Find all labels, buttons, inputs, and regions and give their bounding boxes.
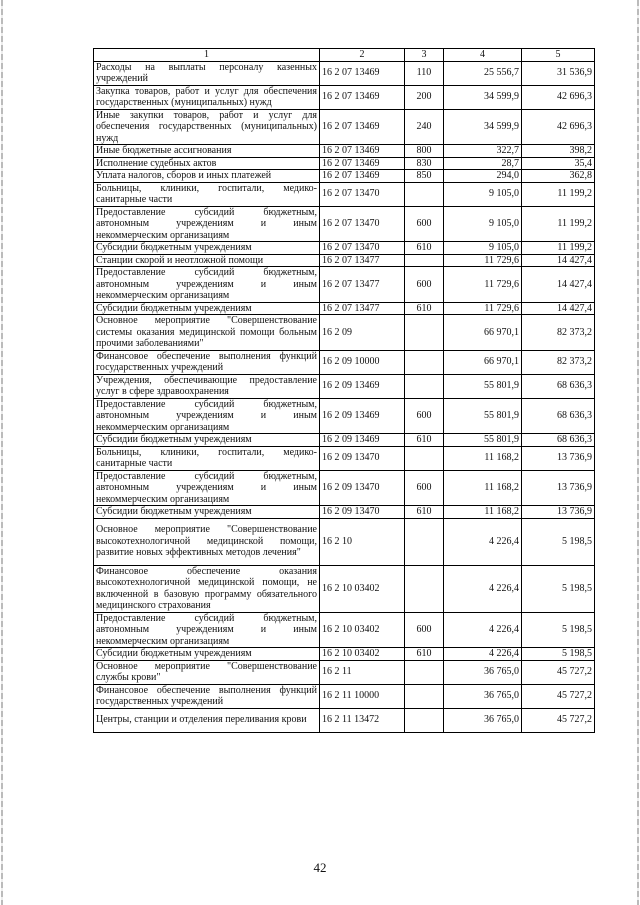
header-cell-code: 2: [320, 49, 405, 62]
row-value-1-cell: 11 729,6: [444, 254, 522, 267]
row-code-cell: 16 2 09 10000: [320, 350, 405, 374]
row-value-2-cell: 13 736,9: [522, 470, 595, 506]
row-value-1-cell: 28,7: [444, 157, 522, 170]
row-expense-type-cell: 610: [405, 648, 444, 661]
row-name-cell: Субсидии бюджетным учреждениям: [94, 506, 320, 519]
row-value-1-cell: 34 599,9: [444, 85, 522, 109]
row-expense-type-cell: 110: [405, 61, 444, 85]
row-code-cell: 16 2 09 13469: [320, 374, 405, 398]
row-name-cell: Основное мероприятие "Совершенствование высокотехнологичной медицинской помощи, развитие новых эффективных методов лечения": [94, 518, 320, 565]
table-row: [94, 242, 595, 255]
row-name-cell: Центры, станции и отделения переливания крови: [94, 708, 320, 732]
row-value-1-cell: 55 801,9: [444, 374, 522, 398]
row-value-2-cell: 42 696,3: [522, 109, 595, 145]
row-code-cell: 16 2 09 13469: [320, 398, 405, 434]
row-expense-type-cell: 610: [405, 434, 444, 447]
row-value-1-cell: 25 556,7: [444, 61, 522, 85]
row-value-1-cell: 11 168,2: [444, 506, 522, 519]
scan-edge-right: [637, 0, 639, 905]
row-code-cell: 16 2 07 13469: [320, 170, 405, 183]
row-value-2-cell: 5 198,5: [522, 565, 595, 612]
row-value-2-cell: 13 736,9: [522, 446, 595, 470]
row-code-cell: 16 2 07 13469: [320, 145, 405, 158]
table-row: [94, 182, 595, 206]
row-value-1-cell: 36 765,0: [444, 684, 522, 708]
row-value-1-cell: 66 970,1: [444, 350, 522, 374]
row-expense-type-cell: 830: [405, 157, 444, 170]
row-code-cell: 16 2 11 10000: [320, 684, 405, 708]
row-expense-type-cell: 240: [405, 109, 444, 145]
row-value-1-cell: 4 226,4: [444, 612, 522, 648]
table-row: [94, 612, 595, 648]
row-expense-type-cell: 200: [405, 85, 444, 109]
row-expense-type-cell: [405, 518, 444, 565]
row-value-1-cell: 11 168,2: [444, 446, 522, 470]
header-cell-value-1: 4: [444, 49, 522, 62]
table-row: [94, 85, 595, 109]
row-code-cell: 16 2 09 13470: [320, 506, 405, 519]
row-expense-type-cell: 600: [405, 267, 444, 303]
row-code-cell: 16 2 07 13470: [320, 242, 405, 255]
row-value-2-cell: 14 427,4: [522, 302, 595, 315]
row-value-1-cell: 11 729,6: [444, 302, 522, 315]
table-row: [94, 434, 595, 447]
row-name-cell: Исполнение судебных актов: [94, 157, 320, 170]
row-code-cell: 16 2 07 13469: [320, 85, 405, 109]
budget-table-body: [94, 49, 595, 733]
row-code-cell: 16 2 10 03402: [320, 648, 405, 661]
row-name-cell: Иные закупки товаров, работ и услуг для обеспечения государственных (муниципальных) нужд: [94, 109, 320, 145]
table-row: [94, 61, 595, 85]
row-name-cell: Субсидии бюджетным учреждениям: [94, 434, 320, 447]
page-number: 42: [313, 860, 327, 875]
row-name-cell: Основное мероприятие "Совершенствование системы оказания медицинской помощи больным прочими заболеваниями": [94, 315, 320, 351]
row-code-cell: 16 2 07 13477: [320, 302, 405, 315]
table-row: [94, 660, 595, 684]
row-expense-type-cell: [405, 684, 444, 708]
table-row: [94, 109, 595, 145]
row-value-1-cell: 66 970,1: [444, 315, 522, 351]
table-row: [94, 157, 595, 170]
row-expense-type-cell: [405, 446, 444, 470]
table-row: [94, 684, 595, 708]
row-code-cell: 16 2 09 13470: [320, 446, 405, 470]
row-value-2-cell: 68 636,3: [522, 374, 595, 398]
header-row: [94, 49, 595, 62]
row-code-cell: 16 2 07 13477: [320, 254, 405, 267]
row-expense-type-cell: [405, 254, 444, 267]
row-expense-type-cell: [405, 350, 444, 374]
row-code-cell: 16 2 07 13470: [320, 182, 405, 206]
row-code-cell: 16 2 07 13469: [320, 109, 405, 145]
table-row: [94, 470, 595, 506]
row-expense-type-cell: 600: [405, 470, 444, 506]
row-value-1-cell: 9 105,0: [444, 182, 522, 206]
row-value-2-cell: 82 373,2: [522, 350, 595, 374]
row-value-2-cell: 14 427,4: [522, 254, 595, 267]
row-expense-type-cell: [405, 182, 444, 206]
row-code-cell: 16 2 11: [320, 660, 405, 684]
row-code-cell: 16 2 11 13472: [320, 708, 405, 732]
row-value-2-cell: 11 199,2: [522, 206, 595, 242]
row-value-1-cell: 294,0: [444, 170, 522, 183]
row-expense-type-cell: [405, 660, 444, 684]
row-name-cell: Предоставление субсидий бюджетным, автономным учреждениям и иным некоммерческим организациям: [94, 267, 320, 303]
row-name-cell: Финансовое обеспечение оказания высокотехнологичной медицинской помощи, не включенной в базовую программу обязательного медицинского страхования: [94, 565, 320, 612]
row-value-2-cell: 14 427,4: [522, 267, 595, 303]
row-name-cell: Финансовое обеспечение выполнения функций государственных учреждений: [94, 684, 320, 708]
row-name-cell: Больницы, клиники, госпитали, медико-санитарные части: [94, 446, 320, 470]
table-row: [94, 350, 595, 374]
table-row: [94, 374, 595, 398]
row-value-2-cell: 45 727,2: [522, 660, 595, 684]
row-value-2-cell: 11 199,2: [522, 182, 595, 206]
row-name-cell: Предоставление субсидий бюджетным, автономным учреждениям и иным некоммерческим организациям: [94, 398, 320, 434]
row-expense-type-cell: 600: [405, 398, 444, 434]
row-expense-type-cell: 600: [405, 206, 444, 242]
row-value-1-cell: 36 765,0: [444, 708, 522, 732]
table-row: [94, 506, 595, 519]
row-value-1-cell: 36 765,0: [444, 660, 522, 684]
row-code-cell: 16 2 07 13469: [320, 61, 405, 85]
table-row: [94, 206, 595, 242]
row-expense-type-cell: 850: [405, 170, 444, 183]
row-value-2-cell: 68 636,3: [522, 434, 595, 447]
row-name-cell: Больницы, клиники, госпитали, медико-санитарные части: [94, 182, 320, 206]
row-name-cell: Предоставление субсидий бюджетным, автономным учреждениям и иным некоммерческим организациям: [94, 470, 320, 506]
row-name-cell: Субсидии бюджетным учреждениям: [94, 648, 320, 661]
row-value-2-cell: 82 373,2: [522, 315, 595, 351]
row-name-cell: Закупка товаров, работ и услуг для обеспечения государственных (муниципальных) нужд: [94, 85, 320, 109]
row-value-2-cell: 45 727,2: [522, 684, 595, 708]
table-row: [94, 145, 595, 158]
row-value-2-cell: 35,4: [522, 157, 595, 170]
row-value-2-cell: 5 198,5: [522, 612, 595, 648]
row-name-cell: Станции скорой и неотложной помощи: [94, 254, 320, 267]
table-row: [94, 170, 595, 183]
row-value-1-cell: 322,7: [444, 145, 522, 158]
row-code-cell: 16 2 09: [320, 315, 405, 351]
table-row: [94, 398, 595, 434]
row-expense-type-cell: 610: [405, 242, 444, 255]
row-expense-type-cell: [405, 374, 444, 398]
row-name-cell: Субсидии бюджетным учреждениям: [94, 302, 320, 315]
row-name-cell: Учреждения, обеспечивающие предоставление услуг в сфере здравоохранения: [94, 374, 320, 398]
row-code-cell: 16 2 10 03402: [320, 565, 405, 612]
row-expense-type-cell: [405, 708, 444, 732]
row-value-2-cell: 11 199,2: [522, 242, 595, 255]
row-value-1-cell: 55 801,9: [444, 434, 522, 447]
budget-table: [93, 48, 595, 733]
row-name-cell: Расходы на выплаты персоналу казенных учреждений: [94, 61, 320, 85]
table-row: [94, 708, 595, 732]
row-value-2-cell: 45 727,2: [522, 708, 595, 732]
row-value-2-cell: 68 636,3: [522, 398, 595, 434]
row-value-1-cell: 11 168,2: [444, 470, 522, 506]
row-name-cell: Предоставление субсидий бюджетным, автономным учреждениям и иным некоммерческим организациям: [94, 612, 320, 648]
row-code-cell: 16 2 07 13477: [320, 267, 405, 303]
table-row: [94, 446, 595, 470]
row-value-1-cell: 11 729,6: [444, 267, 522, 303]
header-cell-value-2: 5: [522, 49, 595, 62]
row-code-cell: 16 2 09 13470: [320, 470, 405, 506]
table-row: [94, 518, 595, 565]
table-row: [94, 565, 595, 612]
row-name-cell: Субсидии бюджетным учреждениям: [94, 242, 320, 255]
row-expense-type-cell: [405, 315, 444, 351]
scan-edge-left: [1, 0, 3, 905]
table-row: [94, 267, 595, 303]
row-code-cell: 16 2 10 03402: [320, 612, 405, 648]
row-value-2-cell: 13 736,9: [522, 506, 595, 519]
row-value-1-cell: 34 599,9: [444, 109, 522, 145]
row-value-2-cell: 5 198,5: [522, 518, 595, 565]
row-name-cell: Предоставление субсидий бюджетным, автономным учреждениям и иным некоммерческим организациям: [94, 206, 320, 242]
row-value-1-cell: 4 226,4: [444, 565, 522, 612]
row-value-1-cell: 4 226,4: [444, 518, 522, 565]
row-expense-type-cell: [405, 565, 444, 612]
header-cell-vr: 3: [405, 49, 444, 62]
row-expense-type-cell: 610: [405, 506, 444, 519]
row-value-2-cell: 362,8: [522, 170, 595, 183]
row-expense-type-cell: 800: [405, 145, 444, 158]
table-row: [94, 648, 595, 661]
table-row: [94, 254, 595, 267]
row-value-2-cell: 398,2: [522, 145, 595, 158]
row-code-cell: 16 2 07 13470: [320, 206, 405, 242]
row-code-cell: 16 2 09 13469: [320, 434, 405, 447]
row-value-2-cell: 31 536,9: [522, 61, 595, 85]
row-name-cell: Иные бюджетные ассигнования: [94, 145, 320, 158]
row-expense-type-cell: 600: [405, 612, 444, 648]
table-row: [94, 302, 595, 315]
row-code-cell: 16 2 10: [320, 518, 405, 565]
row-code-cell: 16 2 07 13469: [320, 157, 405, 170]
row-value-2-cell: 42 696,3: [522, 85, 595, 109]
row-value-1-cell: 9 105,0: [444, 206, 522, 242]
row-value-2-cell: 5 198,5: [522, 648, 595, 661]
row-name-cell: Финансовое обеспечение выполнения функций государственных учреждений: [94, 350, 320, 374]
header-cell-name: 1: [94, 49, 320, 62]
row-value-1-cell: 4 226,4: [444, 648, 522, 661]
row-value-1-cell: 9 105,0: [444, 242, 522, 255]
row-expense-type-cell: 610: [405, 302, 444, 315]
row-name-cell: Основное мероприятие "Совершенствование службы крови": [94, 660, 320, 684]
row-name-cell: Уплата налогов, сборов и иных платежей: [94, 170, 320, 183]
row-value-1-cell: 55 801,9: [444, 398, 522, 434]
table-row: [94, 315, 595, 351]
